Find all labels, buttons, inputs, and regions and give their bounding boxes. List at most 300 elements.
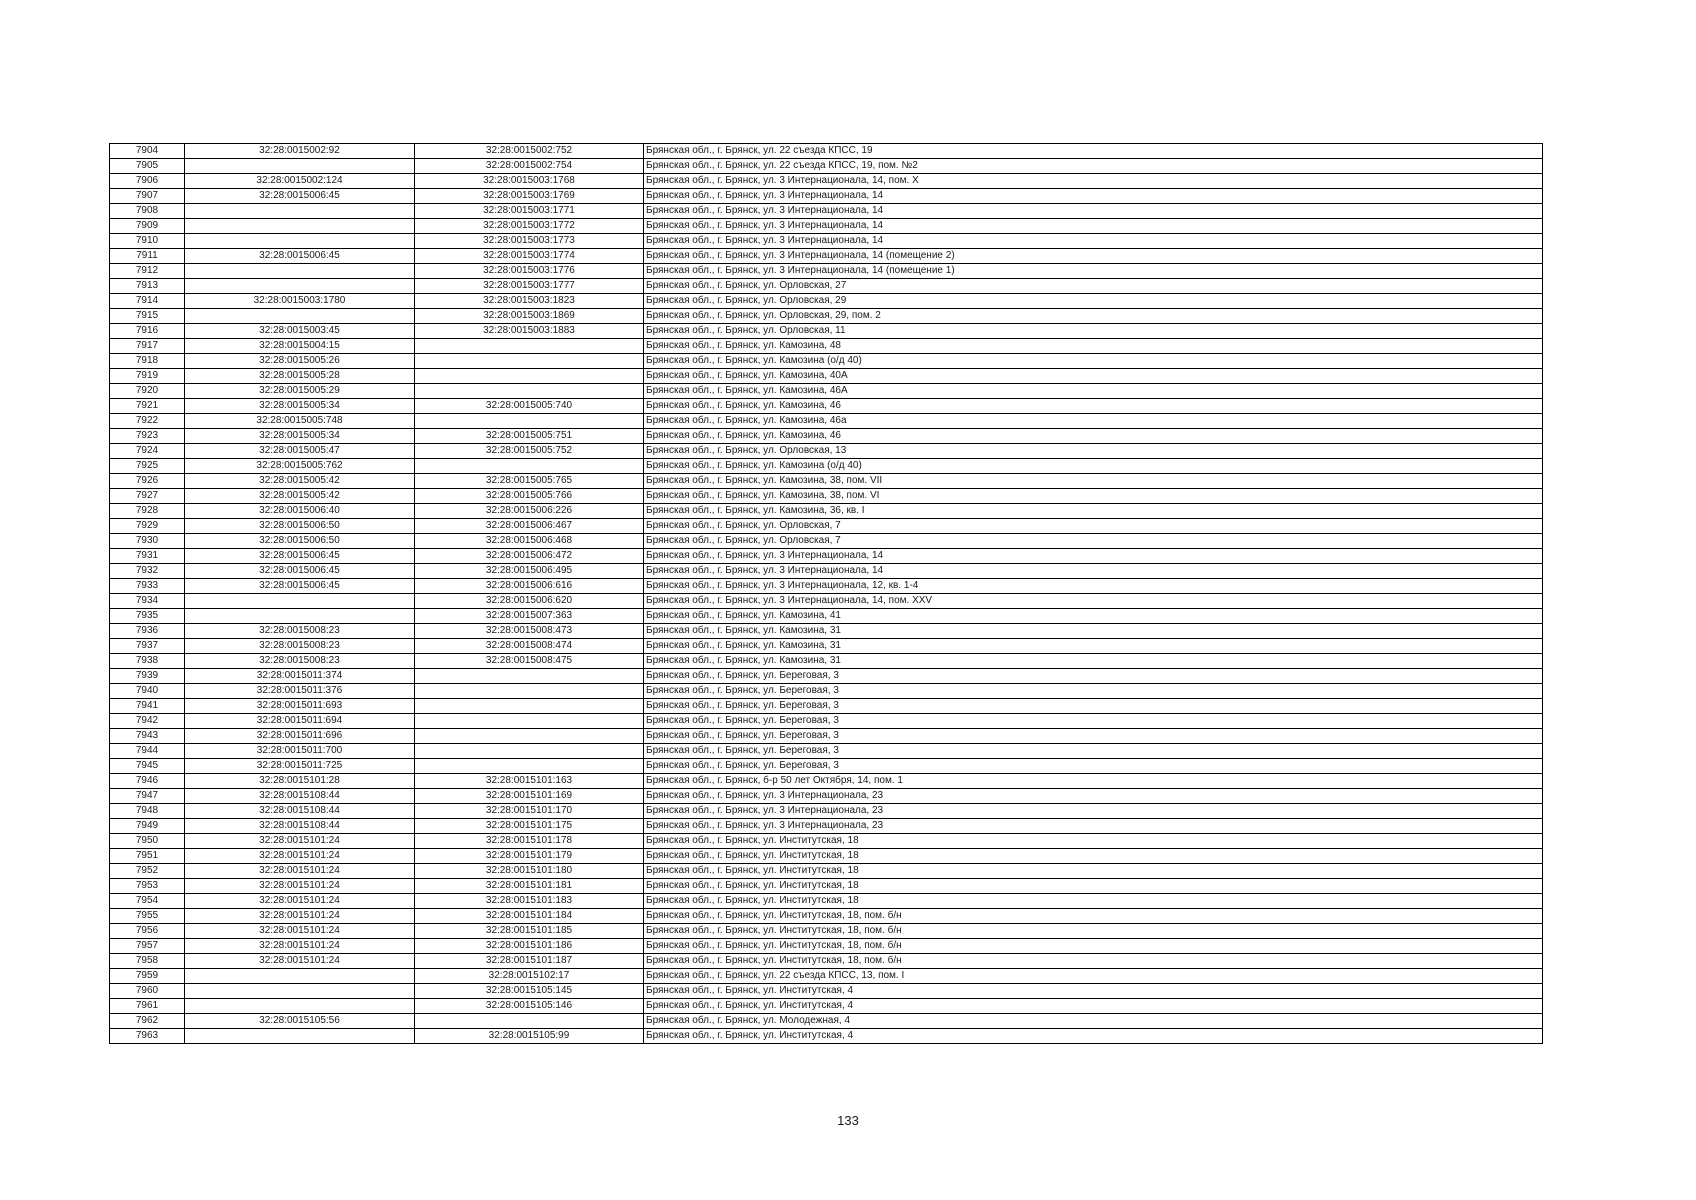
address-cell: Брянская обл., г. Брянск, ул. Институтская, 18 xyxy=(644,834,1543,849)
address-cell: Брянская обл., г. Брянск, ул. Орловская, 29, пом. 2 xyxy=(644,309,1543,324)
land-cadastral-number-cell: 32:28:0015006:50 xyxy=(185,534,415,549)
table-row xyxy=(110,564,1543,579)
land-cadastral-number-cell: 32:28:0015108:44 xyxy=(185,804,415,819)
land-cadastral-number-cell xyxy=(185,264,415,279)
table-row xyxy=(110,384,1543,399)
table-row xyxy=(110,639,1543,654)
table-row xyxy=(110,774,1543,789)
land-cadastral-number-cell: 32:28:0015005:34 xyxy=(185,399,415,414)
row-number-cell: 7915 xyxy=(110,309,185,324)
table-row xyxy=(110,1029,1543,1044)
object-cadastral-number-cell: 32:28:0015005:752 xyxy=(415,444,644,459)
row-number-cell: 7944 xyxy=(110,744,185,759)
row-number-cell: 7917 xyxy=(110,339,185,354)
address-cell: Брянская обл., г. Брянск, ул. 22 съезда КПСС, 19, пом. №2 xyxy=(644,159,1543,174)
land-cadastral-number-cell: 32:28:0015101:24 xyxy=(185,909,415,924)
object-cadastral-number-cell: 32:28:0015006:620 xyxy=(415,594,644,609)
table-row xyxy=(110,984,1543,999)
row-number-cell: 7924 xyxy=(110,444,185,459)
land-cadastral-number-cell: 32:28:0015101:24 xyxy=(185,894,415,909)
table-row xyxy=(110,204,1543,219)
table-row xyxy=(110,459,1543,474)
row-number-cell: 7929 xyxy=(110,519,185,534)
row-number-cell: 7938 xyxy=(110,654,185,669)
address-cell: Брянская обл., г. Брянск, ул. Институтская, 18, пом. б/н xyxy=(644,909,1543,924)
row-number-cell: 7961 xyxy=(110,999,185,1014)
address-cell: Брянская обл., г. Брянск, ул. Береговая, 3 xyxy=(644,684,1543,699)
object-cadastral-number-cell: 32:28:0015102:17 xyxy=(415,969,644,984)
row-number-cell: 7951 xyxy=(110,849,185,864)
object-cadastral-number-cell: 32:28:0015007:363 xyxy=(415,609,644,624)
address-cell: Брянская обл., г. Брянск, ул. Институтская, 18, пом. б/н xyxy=(644,924,1543,939)
table-row xyxy=(110,684,1543,699)
object-cadastral-number-cell: 32:28:0015006:467 xyxy=(415,519,644,534)
land-cadastral-number-cell xyxy=(185,234,415,249)
object-cadastral-number-cell: 32:28:0015003:1869 xyxy=(415,309,644,324)
row-number-cell: 7947 xyxy=(110,789,185,804)
table-row xyxy=(110,309,1543,324)
object-cadastral-number-cell: 32:28:0015105:145 xyxy=(415,984,644,999)
table-row xyxy=(110,339,1543,354)
address-cell: Брянская обл., г. Брянск, ул. 3 Интернационала, 14 xyxy=(644,204,1543,219)
land-cadastral-number-cell: 32:28:0015108:44 xyxy=(185,789,415,804)
row-number-cell: 7922 xyxy=(110,414,185,429)
object-cadastral-number-cell: 32:28:0015008:475 xyxy=(415,654,644,669)
object-cadastral-number-cell: 32:28:0015003:1883 xyxy=(415,324,644,339)
table-row xyxy=(110,144,1543,159)
object-cadastral-number-cell: 32:28:0015002:754 xyxy=(415,159,644,174)
row-number-cell: 7957 xyxy=(110,939,185,954)
address-cell: Брянская обл., г. Брянск, ул. Береговая, 3 xyxy=(644,714,1543,729)
object-cadastral-number-cell: 32:28:0015101:184 xyxy=(415,909,644,924)
land-cadastral-number-cell: 32:28:0015008:23 xyxy=(185,624,415,639)
object-cadastral-number-cell: 32:28:0015105:146 xyxy=(415,999,644,1014)
land-cadastral-number-cell xyxy=(185,609,415,624)
row-number-cell: 7959 xyxy=(110,969,185,984)
row-number-cell: 7934 xyxy=(110,594,185,609)
row-number-cell: 7904 xyxy=(110,144,185,159)
land-cadastral-number-cell: 32:28:0015006:45 xyxy=(185,249,415,264)
row-number-cell: 7913 xyxy=(110,279,185,294)
object-cadastral-number-cell: 32:28:0015101:180 xyxy=(415,864,644,879)
table-row xyxy=(110,849,1543,864)
table-row xyxy=(110,264,1543,279)
address-cell: Брянская обл., г. Брянск, ул. 22 съезда КПСС, 19 xyxy=(644,144,1543,159)
address-cell: Брянская обл., г. Брянск, ул. Береговая, 3 xyxy=(644,669,1543,684)
row-number-cell: 7960 xyxy=(110,984,185,999)
row-number-cell: 7928 xyxy=(110,504,185,519)
object-cadastral-number-cell: 32:28:0015002:752 xyxy=(415,144,644,159)
row-number-cell: 7906 xyxy=(110,174,185,189)
land-cadastral-number-cell: 32:28:0015005:28 xyxy=(185,369,415,384)
object-cadastral-number-cell: 32:28:0015008:474 xyxy=(415,639,644,654)
table-row xyxy=(110,279,1543,294)
address-cell: Брянская обл., г. Брянск, ул. 22 съезда КПСС, 13, пом. I xyxy=(644,969,1543,984)
address-cell: Брянская обл., г. Брянск, ул. Институтская, 4 xyxy=(644,984,1543,999)
table-row xyxy=(110,654,1543,669)
table-row xyxy=(110,609,1543,624)
object-cadastral-number-cell: 32:28:0015101:175 xyxy=(415,819,644,834)
table-row xyxy=(110,474,1543,489)
table-row xyxy=(110,294,1543,309)
object-cadastral-number-cell: 32:28:0015003:1773 xyxy=(415,234,644,249)
land-cadastral-number-cell xyxy=(185,159,415,174)
address-cell: Брянская обл., г. Брянск, б-р 50 лет Октября, 14, пом. 1 xyxy=(644,774,1543,789)
row-number-cell: 7932 xyxy=(110,564,185,579)
row-number-cell: 7921 xyxy=(110,399,185,414)
row-number-cell: 7914 xyxy=(110,294,185,309)
table-row xyxy=(110,1014,1543,1029)
table-row xyxy=(110,924,1543,939)
object-cadastral-number-cell xyxy=(415,1014,644,1029)
object-cadastral-number-cell xyxy=(415,744,644,759)
object-cadastral-number-cell: 32:28:0015101:186 xyxy=(415,939,644,954)
land-cadastral-number-cell: 32:28:0015005:29 xyxy=(185,384,415,399)
address-cell: Брянская обл., г. Брянск, ул. Камозина, 31 xyxy=(644,654,1543,669)
object-cadastral-number-cell: 32:28:0015006:472 xyxy=(415,549,644,564)
table-row xyxy=(110,189,1543,204)
object-cadastral-number-cell: 32:28:0015005:740 xyxy=(415,399,644,414)
address-cell: Брянская обл., г. Брянск, ул. Береговая, 3 xyxy=(644,744,1543,759)
object-cadastral-number-cell: 32:28:0015105:99 xyxy=(415,1029,644,1044)
object-cadastral-number-cell: 32:28:0015005:765 xyxy=(415,474,644,489)
land-cadastral-number-cell: 32:28:0015108:44 xyxy=(185,819,415,834)
address-cell: Брянская обл., г. Брянск, ул. Орловская, 27 xyxy=(644,279,1543,294)
object-cadastral-number-cell: 32:28:0015003:1823 xyxy=(415,294,644,309)
land-cadastral-number-cell: 32:28:0015008:23 xyxy=(185,654,415,669)
object-cadastral-number-cell xyxy=(415,339,644,354)
row-number-cell: 7958 xyxy=(110,954,185,969)
address-cell: Брянская обл., г. Брянск, ул. 3 Интернационала, 23 xyxy=(644,819,1543,834)
row-number-cell: 7916 xyxy=(110,324,185,339)
table-row xyxy=(110,429,1543,444)
land-cadastral-number-cell: 32:28:0015011:376 xyxy=(185,684,415,699)
table-row xyxy=(110,579,1543,594)
row-number-cell: 7910 xyxy=(110,234,185,249)
address-cell: Брянская обл., г. Брянск, ул. 3 Интернационала, 23 xyxy=(644,804,1543,819)
address-cell: Брянская обл., г. Брянск, ул. Институтская, 18 xyxy=(644,864,1543,879)
land-cadastral-number-cell xyxy=(185,984,415,999)
table-row xyxy=(110,714,1543,729)
land-cadastral-number-cell: 32:28:0015101:24 xyxy=(185,834,415,849)
land-cadastral-number-cell: 32:28:0015101:28 xyxy=(185,774,415,789)
address-cell: Брянская обл., г. Брянск, ул. Камозина, 31 xyxy=(644,639,1543,654)
row-number-cell: 7911 xyxy=(110,249,185,264)
land-cadastral-number-cell: 32:28:0015006:45 xyxy=(185,579,415,594)
row-number-cell: 7918 xyxy=(110,354,185,369)
row-number-cell: 7952 xyxy=(110,864,185,879)
object-cadastral-number-cell xyxy=(415,759,644,774)
table-row xyxy=(110,894,1543,909)
object-cadastral-number-cell: 32:28:0015101:178 xyxy=(415,834,644,849)
object-cadastral-number-cell: 32:28:0015005:766 xyxy=(415,489,644,504)
object-cadastral-number-cell: 32:28:0015003:1768 xyxy=(415,174,644,189)
land-cadastral-number-cell: 32:28:0015006:40 xyxy=(185,504,415,519)
address-cell: Брянская обл., г. Брянск, ул. Институтская, 18, пом. б/н xyxy=(644,954,1543,969)
address-cell: Брянская обл., г. Брянск, ул. Камозина, 46 xyxy=(644,429,1543,444)
table-row xyxy=(110,594,1543,609)
land-cadastral-number-cell: 32:28:0015011:694 xyxy=(185,714,415,729)
address-cell: Брянская обл., г. Брянск, ул. Институтская, 18, пом. б/н xyxy=(644,939,1543,954)
land-cadastral-number-cell xyxy=(185,309,415,324)
land-cadastral-number-cell xyxy=(185,1029,415,1044)
land-cadastral-number-cell: 32:28:0015011:696 xyxy=(185,729,415,744)
table-row xyxy=(110,669,1543,684)
table-row xyxy=(110,864,1543,879)
land-cadastral-number-cell: 32:28:0015005:34 xyxy=(185,429,415,444)
address-cell: Брянская обл., г. Брянск, ул. Орловская, 11 xyxy=(644,324,1543,339)
object-cadastral-number-cell xyxy=(415,384,644,399)
land-cadastral-number-cell: 32:28:0015006:45 xyxy=(185,189,415,204)
land-cadastral-number-cell: 32:28:0015008:23 xyxy=(185,639,415,654)
object-cadastral-number-cell: 32:28:0015101:185 xyxy=(415,924,644,939)
address-cell: Брянская обл., г. Брянск, ул. Камозина, 40А xyxy=(644,369,1543,384)
row-number-cell: 7950 xyxy=(110,834,185,849)
table-row xyxy=(110,804,1543,819)
row-number-cell: 7927 xyxy=(110,489,185,504)
table-row xyxy=(110,744,1543,759)
table-row xyxy=(110,219,1543,234)
land-cadastral-number-cell: 32:28:0015101:24 xyxy=(185,849,415,864)
registry-table xyxy=(109,143,1543,1044)
address-cell: Брянская обл., г. Брянск, ул. 3 Интернационала, 14 (помещение 1) xyxy=(644,264,1543,279)
registry-table-body xyxy=(110,144,1543,1044)
table-row xyxy=(110,834,1543,849)
land-cadastral-number-cell: 32:28:0015005:47 xyxy=(185,444,415,459)
object-cadastral-number-cell xyxy=(415,669,644,684)
address-cell: Брянская обл., г. Брянск, ул. Камозина, 46 xyxy=(644,399,1543,414)
address-cell: Брянская обл., г. Брянск, ул. Институтская, 4 xyxy=(644,1029,1543,1044)
table-row xyxy=(110,249,1543,264)
land-cadastral-number-cell: 32:28:0015003:45 xyxy=(185,324,415,339)
address-cell: Брянская обл., г. Брянск, ул. Орловская, 7 xyxy=(644,519,1543,534)
row-number-cell: 7912 xyxy=(110,264,185,279)
object-cadastral-number-cell xyxy=(415,684,644,699)
table-row xyxy=(110,999,1543,1014)
table-row xyxy=(110,399,1543,414)
address-cell: Брянская обл., г. Брянск, ул. 3 Интернационала, 14 (помещение 2) xyxy=(644,249,1543,264)
object-cadastral-number-cell: 32:28:0015003:1776 xyxy=(415,264,644,279)
land-cadastral-number-cell: 32:28:0015002:124 xyxy=(185,174,415,189)
address-cell: Брянская обл., г. Брянск, ул. Камозина, 41 xyxy=(644,609,1543,624)
table-row xyxy=(110,879,1543,894)
row-number-cell: 7933 xyxy=(110,579,185,594)
land-cadastral-number-cell: 32:28:0015011:374 xyxy=(185,669,415,684)
row-number-cell: 7943 xyxy=(110,729,185,744)
object-cadastral-number-cell: 32:28:0015006:468 xyxy=(415,534,644,549)
table-row xyxy=(110,969,1543,984)
address-cell: Брянская обл., г. Брянск, ул. Береговая, 3 xyxy=(644,759,1543,774)
land-cadastral-number-cell: 32:28:0015011:725 xyxy=(185,759,415,774)
row-number-cell: 7931 xyxy=(110,549,185,564)
object-cadastral-number-cell xyxy=(415,414,644,429)
table-row xyxy=(110,174,1543,189)
row-number-cell: 7963 xyxy=(110,1029,185,1044)
land-cadastral-number-cell: 32:28:0015005:762 xyxy=(185,459,415,474)
address-cell: Брянская обл., г. Брянск, ул. 3 Интернационала, 12, кв. 1-4 xyxy=(644,579,1543,594)
table-row xyxy=(110,489,1543,504)
object-cadastral-number-cell: 32:28:0015005:751 xyxy=(415,429,644,444)
address-cell: Брянская обл., г. Брянск, ул. Орловская, 13 xyxy=(644,444,1543,459)
object-cadastral-number-cell: 32:28:0015003:1771 xyxy=(415,204,644,219)
land-cadastral-number-cell: 32:28:0015003:1780 xyxy=(185,294,415,309)
row-number-cell: 7949 xyxy=(110,819,185,834)
object-cadastral-number-cell: 32:28:0015101:181 xyxy=(415,879,644,894)
address-cell: Брянская обл., г. Брянск, ул. 3 Интернационала, 14 xyxy=(644,189,1543,204)
row-number-cell: 7936 xyxy=(110,624,185,639)
object-cadastral-number-cell: 32:28:0015101:187 xyxy=(415,954,644,969)
land-cadastral-number-cell xyxy=(185,204,415,219)
land-cadastral-number-cell: 32:28:0015005:26 xyxy=(185,354,415,369)
address-cell: Брянская обл., г. Брянск, ул. 3 Интернационала, 14 xyxy=(644,549,1543,564)
row-number-cell: 7925 xyxy=(110,459,185,474)
row-number-cell: 7930 xyxy=(110,534,185,549)
address-cell: Брянская обл., г. Брянск, ул. Орловская, 7 xyxy=(644,534,1543,549)
row-number-cell: 7962 xyxy=(110,1014,185,1029)
table-row xyxy=(110,549,1543,564)
row-number-cell: 7909 xyxy=(110,219,185,234)
object-cadastral-number-cell: 32:28:0015006:616 xyxy=(415,579,644,594)
address-cell: Брянская обл., г. Брянск, ул. Камозина (о/д 40) xyxy=(644,354,1543,369)
row-number-cell: 7955 xyxy=(110,909,185,924)
address-cell: Брянская обл., г. Брянск, ул. 3 Интернационала, 14 xyxy=(644,234,1543,249)
object-cadastral-number-cell xyxy=(415,354,644,369)
land-cadastral-number-cell: 32:28:0015005:42 xyxy=(185,474,415,489)
row-number-cell: 7956 xyxy=(110,924,185,939)
address-cell: Брянская обл., г. Брянск, ул. Институтская, 18 xyxy=(644,894,1543,909)
address-cell: Брянская обл., г. Брянск, ул. Институтская, 4 xyxy=(644,999,1543,1014)
page-number: 133 xyxy=(837,1113,859,1128)
address-cell: Брянская обл., г. Брянск, ул. Береговая, 3 xyxy=(644,729,1543,744)
row-number-cell: 7907 xyxy=(110,189,185,204)
address-cell: Брянская обл., г. Брянск, ул. 3 Интернационала, 14 xyxy=(644,564,1543,579)
address-cell: Брянская обл., г. Брянск, ул. Институтская, 18 xyxy=(644,849,1543,864)
land-cadastral-number-cell: 32:28:0015101:24 xyxy=(185,864,415,879)
address-cell: Брянская обл., г. Брянск, ул. Институтская, 18 xyxy=(644,879,1543,894)
address-cell: Брянская обл., г. Брянск, ул. Камозина, 46А xyxy=(644,384,1543,399)
row-number-cell: 7946 xyxy=(110,774,185,789)
object-cadastral-number-cell: 32:28:0015101:170 xyxy=(415,804,644,819)
address-cell: Брянская обл., г. Брянск, ул. Камозина, 48 xyxy=(644,339,1543,354)
object-cadastral-number-cell: 32:28:0015101:183 xyxy=(415,894,644,909)
row-number-cell: 7935 xyxy=(110,609,185,624)
land-cadastral-number-cell xyxy=(185,219,415,234)
object-cadastral-number-cell xyxy=(415,459,644,474)
land-cadastral-number-cell: 32:28:0015011:693 xyxy=(185,699,415,714)
table-row xyxy=(110,729,1543,744)
land-cadastral-number-cell: 32:28:0015011:700 xyxy=(185,744,415,759)
row-number-cell: 7923 xyxy=(110,429,185,444)
table-row xyxy=(110,699,1543,714)
address-cell: Брянская обл., г. Брянск, ул. Камозина, 38, пом. VI xyxy=(644,489,1543,504)
table-row xyxy=(110,324,1543,339)
land-cadastral-number-cell: 32:28:0015101:24 xyxy=(185,879,415,894)
object-cadastral-number-cell: 32:28:0015101:179 xyxy=(415,849,644,864)
object-cadastral-number-cell: 32:28:0015003:1769 xyxy=(415,189,644,204)
land-cadastral-number-cell: 32:28:0015006:50 xyxy=(185,519,415,534)
row-number-cell: 7926 xyxy=(110,474,185,489)
object-cadastral-number-cell xyxy=(415,699,644,714)
object-cadastral-number-cell: 32:28:0015101:169 xyxy=(415,789,644,804)
address-cell: Брянская обл., г. Брянск, ул. 3 Интернационала, 14 xyxy=(644,219,1543,234)
row-number-cell: 7953 xyxy=(110,879,185,894)
row-number-cell: 7919 xyxy=(110,369,185,384)
table-row xyxy=(110,159,1543,174)
land-cadastral-number-cell: 32:28:0015006:45 xyxy=(185,564,415,579)
address-cell: Брянская обл., г. Брянск, ул. 3 Интернационала, 23 xyxy=(644,789,1543,804)
object-cadastral-number-cell: 32:28:0015008:473 xyxy=(415,624,644,639)
row-number-cell: 7948 xyxy=(110,804,185,819)
land-cadastral-number-cell: 32:28:0015002:92 xyxy=(185,144,415,159)
object-cadastral-number-cell: 32:28:0015006:495 xyxy=(415,564,644,579)
land-cadastral-number-cell: 32:28:0015005:42 xyxy=(185,489,415,504)
table-row xyxy=(110,234,1543,249)
table-row xyxy=(110,444,1543,459)
row-number-cell: 7908 xyxy=(110,204,185,219)
land-cadastral-number-cell xyxy=(185,999,415,1014)
object-cadastral-number-cell xyxy=(415,729,644,744)
table-row xyxy=(110,624,1543,639)
object-cadastral-number-cell: 32:28:0015003:1777 xyxy=(415,279,644,294)
table-row xyxy=(110,939,1543,954)
land-cadastral-number-cell: 32:28:0015101:24 xyxy=(185,924,415,939)
address-cell: Брянская обл., г. Брянск, ул. Камозина, 36, кв. I xyxy=(644,504,1543,519)
table-row xyxy=(110,789,1543,804)
land-cadastral-number-cell: 32:28:0015101:24 xyxy=(185,939,415,954)
land-cadastral-number-cell: 32:28:0015004:15 xyxy=(185,339,415,354)
row-number-cell: 7941 xyxy=(110,699,185,714)
table-row xyxy=(110,369,1543,384)
row-number-cell: 7939 xyxy=(110,669,185,684)
table-row xyxy=(110,909,1543,924)
table-row xyxy=(110,534,1543,549)
table-row xyxy=(110,354,1543,369)
object-cadastral-number-cell: 32:28:0015003:1774 xyxy=(415,249,644,264)
table-row xyxy=(110,819,1543,834)
address-cell: Брянская обл., г. Брянск, ул. Камозина, 38, пом. VII xyxy=(644,474,1543,489)
land-cadastral-number-cell: 32:28:0015105:56 xyxy=(185,1014,415,1029)
row-number-cell: 7942 xyxy=(110,714,185,729)
table-row xyxy=(110,759,1543,774)
table-row xyxy=(110,414,1543,429)
land-cadastral-number-cell xyxy=(185,969,415,984)
address-cell: Брянская обл., г. Брянск, ул. Береговая, 3 xyxy=(644,699,1543,714)
address-cell: Брянская обл., г. Брянск, ул. Молодежная, 4 xyxy=(644,1014,1543,1029)
address-cell: Брянская обл., г. Брянск, ул. Камозина, 31 xyxy=(644,624,1543,639)
object-cadastral-number-cell: 32:28:0015101:163 xyxy=(415,774,644,789)
table-row xyxy=(110,519,1543,534)
row-number-cell: 7920 xyxy=(110,384,185,399)
land-cadastral-number-cell xyxy=(185,594,415,609)
address-cell: Брянская обл., г. Брянск, ул. Орловская, 29 xyxy=(644,294,1543,309)
row-number-cell: 7940 xyxy=(110,684,185,699)
row-number-cell: 7954 xyxy=(110,894,185,909)
address-cell: Брянская обл., г. Брянск, ул. Камозина (о/д 40) xyxy=(644,459,1543,474)
land-cadastral-number-cell xyxy=(185,279,415,294)
address-cell: Брянская обл., г. Брянск, ул. Камозина, 46а xyxy=(644,414,1543,429)
address-cell: Брянская обл., г. Брянск, ул. 3 Интернационала, 14, пом. XXV xyxy=(644,594,1543,609)
object-cadastral-number-cell xyxy=(415,369,644,384)
object-cadastral-number-cell: 32:28:0015006:226 xyxy=(415,504,644,519)
land-cadastral-number-cell: 32:28:0015101:24 xyxy=(185,954,415,969)
row-number-cell: 7937 xyxy=(110,639,185,654)
row-number-cell: 7945 xyxy=(110,759,185,774)
object-cadastral-number-cell: 32:28:0015003:1772 xyxy=(415,219,644,234)
table-row xyxy=(110,954,1543,969)
table-row xyxy=(110,504,1543,519)
land-cadastral-number-cell: 32:28:0015006:45 xyxy=(185,549,415,564)
address-cell: Брянская обл., г. Брянск, ул. 3 Интернационала, 14, пом. X xyxy=(644,174,1543,189)
